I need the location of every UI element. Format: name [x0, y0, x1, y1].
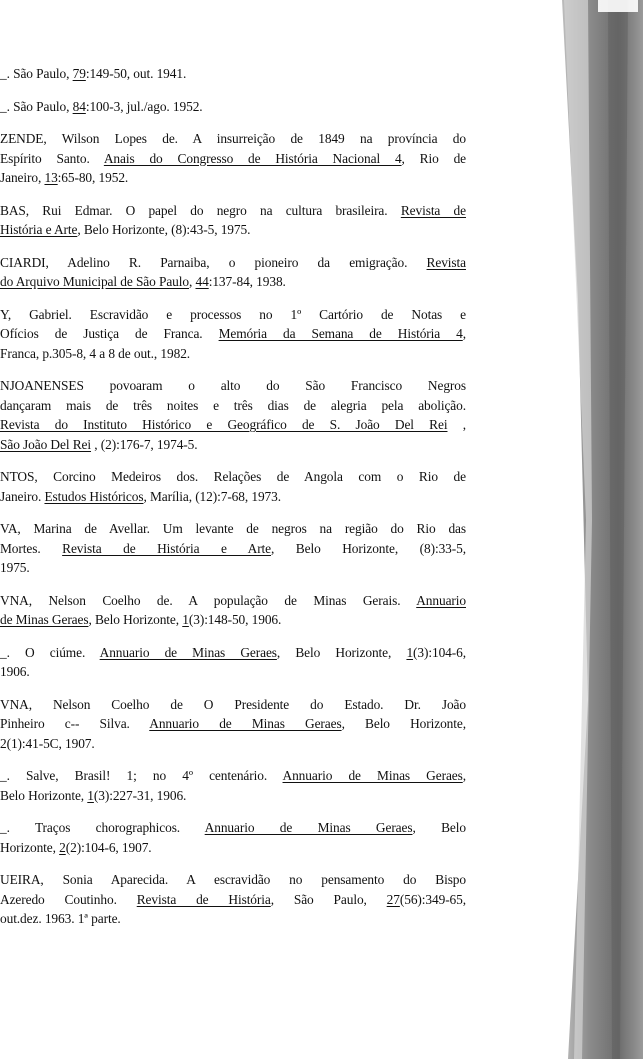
entry-line	[0, 149, 466, 169]
entry-line	[0, 396, 466, 416]
entry-line	[0, 220, 470, 240]
entry-text: CIARDI, Adelino R. Parnaiba, o pioneiro da emigração.	[0, 254, 427, 270]
underlined-title: 2	[59, 839, 66, 855]
entry-line	[0, 610, 470, 630]
entry-text: ,	[189, 274, 196, 289]
entry-text: Franca, p.305-8, 4 a 8 de out., 1982.	[0, 345, 191, 361]
entry-line	[0, 890, 466, 910]
entry-text: Espírito Santo.	[0, 150, 104, 166]
entry-text: Janeiro.	[0, 488, 45, 504]
bibliography-entry	[0, 129, 470, 188]
entry-line	[0, 818, 466, 838]
entry-line	[0, 766, 466, 786]
bibliography-entry	[0, 818, 470, 857]
entry-text: :100-3, jul./ago. 1952.	[85, 98, 203, 114]
entry-line	[0, 168, 470, 188]
bibliography-entry	[0, 766, 470, 805]
entry-text: out.dez. 1963. 1ª parte.	[0, 911, 121, 926]
entry-line	[0, 305, 466, 325]
entry-line	[0, 97, 470, 117]
binding-shadow-graphic	[548, 0, 643, 1059]
entry-line	[0, 643, 466, 663]
bibliography-list	[0, 64, 470, 942]
entry-text: VNA, Nelson Coelho de O Presidente do Estado. Dr. João	[0, 696, 466, 712]
bibliography-entry	[0, 643, 470, 682]
entry-text: Azeredo Coutinho.	[0, 891, 137, 907]
entry-text: Y, Gabriel. Escravidão e processos no 1º Cartório de Notas e	[0, 306, 466, 322]
underlined-title: São João Del Rei	[0, 436, 92, 452]
entry-text: , Marília, (12):7-68, 1973.	[143, 488, 281, 504]
bibliography-entry	[0, 695, 470, 754]
entry-line	[0, 591, 466, 611]
entry-line	[0, 376, 466, 396]
entry-text: ZENDE, Wilson Lopes de. A insurreição de 1849 na província do	[0, 131, 466, 146]
underlined-title: 1	[87, 787, 94, 803]
bibliography-entry	[0, 870, 470, 929]
underlined-title: Anais do Congresso de História Nacional 4	[103, 150, 402, 166]
entry-text: 1975.	[0, 560, 30, 575]
entry-text: 1906.	[0, 664, 30, 679]
entry-text: , Belo Horizonte,	[88, 612, 183, 627]
entry-text: Belo Horizonte,	[0, 787, 88, 803]
entry-text: , Belo Horizonte, (8):43-5, 1975.	[77, 222, 251, 237]
entry-line	[0, 539, 466, 559]
entry-text: (3):227-31, 1906.	[93, 787, 187, 803]
entry-text: (3):104-6,	[413, 644, 466, 660]
underlined-title: Revista	[426, 254, 466, 270]
entry-line	[0, 201, 466, 221]
entry-text: , Belo	[412, 820, 466, 835]
underlined-title: Revista de	[400, 202, 466, 218]
entry-text: :137-84, 1938.	[208, 274, 286, 289]
entry-line	[0, 838, 470, 858]
underlined-title: Annuario de Minas Geraes	[282, 768, 463, 783]
bibliography-entry	[0, 253, 470, 292]
entry-text: VA, Marina de Avellar. Um levante de negros na região do Rio das	[0, 521, 466, 536]
bibliography-entry	[0, 467, 470, 506]
entry-text: , Belo Horizonte, (8):33-5,	[271, 540, 466, 556]
underlined-title: Revista de História e Arte	[62, 540, 272, 556]
entry-line	[0, 714, 466, 734]
entry-line	[0, 786, 470, 806]
bibliography-entry	[0, 201, 470, 240]
underlined-title: Annuario de Minas Geraes	[149, 716, 342, 731]
underlined-title: 44	[195, 274, 209, 289]
entry-text: ,	[462, 326, 466, 341]
entry-line	[0, 344, 470, 364]
entry-text: _. São Paulo,	[0, 66, 73, 81]
entry-line	[0, 558, 470, 578]
bibliography-entry	[0, 64, 470, 84]
underlined-title: História e Arte	[0, 222, 78, 237]
entry-text: 2(1):41-5C, 1907.	[0, 735, 95, 751]
entry-text: NTOS, Corcino Medeiros dos. Relações de Angola com o Rio de	[0, 469, 466, 484]
entry-text: ,	[447, 417, 466, 432]
underlined-title: 1	[406, 644, 414, 660]
underlined-title: 27	[386, 891, 400, 907]
bibliography-entry	[0, 97, 470, 117]
underlined-title: Memória da Semana de História 4	[218, 326, 463, 341]
bibliography-entry	[0, 519, 470, 578]
entry-text: (3):148-50, 1906.	[188, 612, 282, 627]
entry-line	[0, 734, 470, 754]
underlined-title: Annuario	[416, 592, 466, 608]
entry-line	[0, 435, 470, 455]
bibliography-entry	[0, 376, 470, 454]
underlined-title: 79	[72, 66, 86, 81]
underlined-title: Revista do Instituto Histórico e Geográfico de S. João Del Rei	[0, 417, 448, 432]
entry-text: BAS, Rui Edmar. O papel do negro na cultura brasileira.	[0, 202, 401, 218]
entry-text: _. São Paulo,	[0, 98, 73, 114]
entry-text: Janeiro,	[0, 170, 45, 185]
underlined-title: Annuario de Minas Geraes	[204, 820, 413, 835]
entry-text: _. Salve, Brasil! 1; no 4º centenário.	[0, 768, 283, 783]
underlined-title: do Arquivo Municipal de São Paulo	[0, 274, 189, 289]
entry-text: NJOANENSES povoaram o alto do São Francisco Negros	[0, 378, 466, 393]
bibliography-entry	[0, 591, 470, 630]
entry-line	[0, 64, 470, 84]
entry-line	[0, 909, 470, 929]
entry-line	[0, 487, 470, 507]
entry-text: UEIRA, Sonia Aparecida. A escravidão no pensamento do Bispo	[0, 872, 466, 887]
entry-text: (2):104-6, 1907.	[65, 839, 152, 855]
entry-text: Ofícios de Justiça de Franca.	[0, 326, 219, 341]
entry-text: _. Traços chorographicos.	[0, 820, 205, 835]
underlined-title: de Minas Geraes	[0, 612, 89, 627]
entry-line	[0, 415, 466, 435]
underlined-title: 84	[72, 98, 86, 114]
underlined-title: 13	[44, 170, 58, 185]
binding-shadow	[548, 0, 643, 1059]
entry-text: (56):349-65,	[399, 891, 466, 907]
underlined-title: 1	[182, 612, 189, 627]
entry-line	[0, 324, 466, 344]
entry-line	[0, 253, 466, 273]
entry-text: , Belo Horizonte,	[341, 716, 466, 731]
entry-line	[0, 272, 470, 292]
entry-text: , Rio de	[401, 150, 467, 166]
entry-line	[0, 129, 466, 149]
entry-line	[0, 870, 466, 890]
entry-text: , Belo Horizonte,	[276, 644, 407, 660]
entry-text: ,	[462, 768, 466, 783]
entry-text: Horizonte,	[0, 839, 60, 855]
entry-text: :149-50, out. 1941.	[85, 66, 187, 81]
entry-text: VNA, Nelson Coelho de. A população de Minas Gerais.	[0, 592, 417, 608]
entry-text: Mortes.	[0, 540, 63, 556]
bibliography-entry	[0, 305, 470, 364]
entry-line	[0, 695, 466, 715]
underlined-title: Estudos Históricos	[44, 488, 144, 504]
entry-text: , (2):176-7, 1974-5.	[91, 436, 198, 452]
entry-line	[0, 519, 466, 539]
entry-line	[0, 662, 470, 682]
entry-line	[0, 467, 466, 487]
entry-text: _. O ciúme.	[0, 644, 100, 660]
underlined-title: Revista de História	[136, 891, 271, 907]
entry-text: :65-80, 1952.	[57, 170, 129, 185]
entry-text: , São Paulo,	[270, 891, 387, 907]
entry-text: dançaram mais de três noites e três dias de alegria pela abolição.	[0, 397, 466, 413]
entry-text: Pinheiro c-- Silva.	[0, 716, 150, 731]
underlined-title: Annuario de Minas Geraes	[99, 644, 277, 660]
